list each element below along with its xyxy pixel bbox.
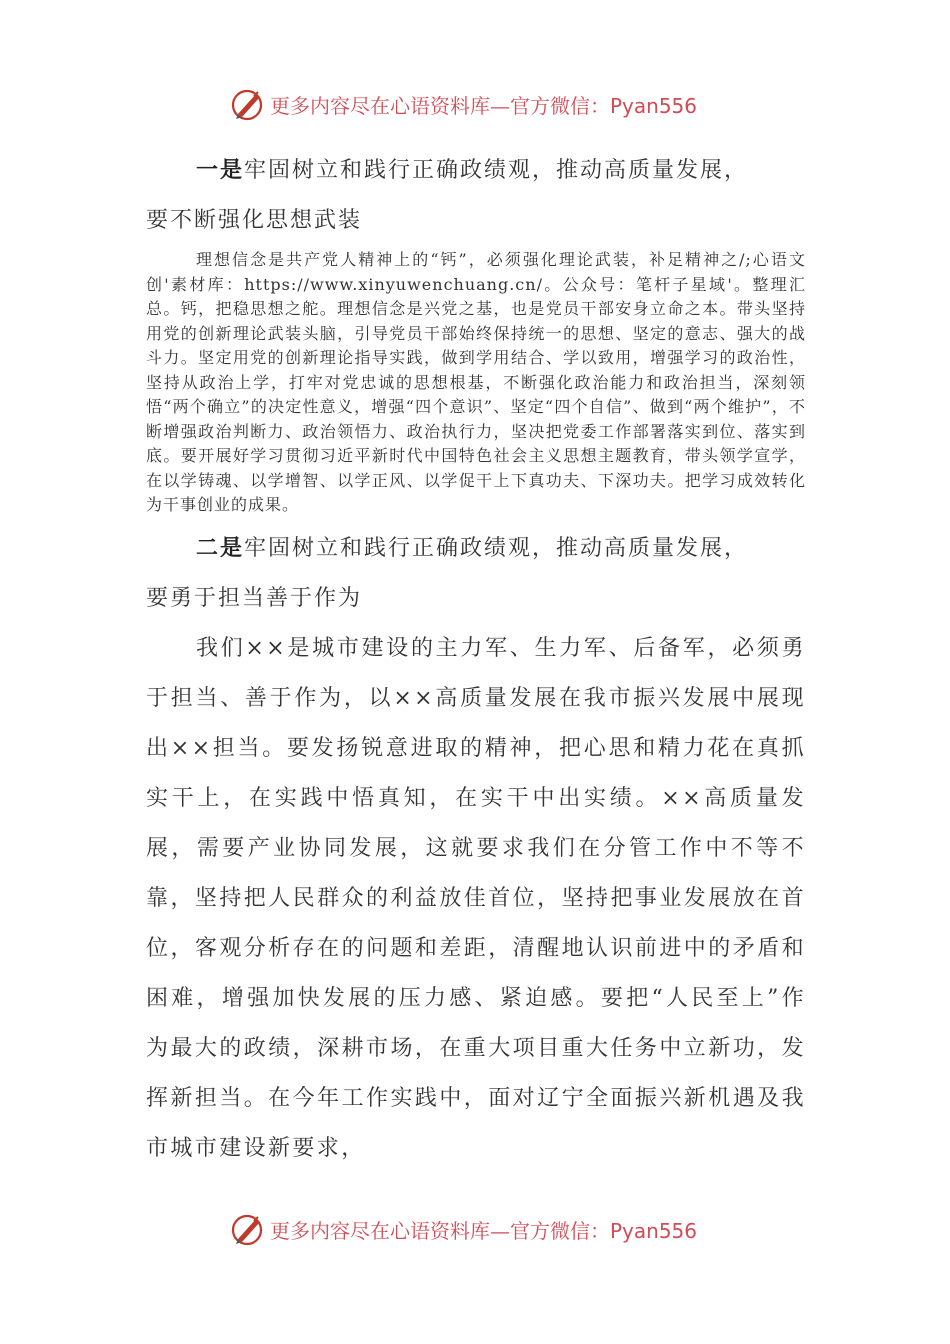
wechat-id: Pyan556 [610,93,698,118]
heading-line2-1: 要不断强化思想武装 [146,208,363,233]
section-heading-2 [146,524,806,624]
section-heading-1 [146,146,806,246]
pen-logo-icon [230,86,266,122]
heading-lead-2: 二是 [196,535,245,561]
pen-logo-icon [230,1211,266,1247]
bottom-banner [230,1209,790,1249]
wechat-id-bottom: Pyan556 [610,1218,698,1243]
heading-line2-2: 要勇于担当善于作为 [146,585,363,611]
top-banner [230,84,790,124]
section-body-2: 我们××是城市建设的主力军、生力军、后备军，必须勇于担当、善于作为，以××高质量发展在我市振兴发展中展现出××担当。要发扬锐意进取的精神，把心思和精力花在真抓实干上，在实践中悟真知，在实干中出实绩。××高质量发展，需要产业协同发展，这就要求我们在分管工作中不等不靠，坚持把人民群众的利益放佳首位，坚持把事业发展放在首位，客观分析存在的问题和差距，清醒地认识前进中的矛盾和困难，增强加快发展的压力感、紧迫感。要把“人民至上”作为最大的政绩，深耕市场，在重大项目重大任务中立新功，发挥新担当。在今年工作实践中，面对辽宁全面振兴新机遇及我市城市建设新要求， [146,635,806,1161]
heading-lead-1: 一是 [196,158,245,183]
heading-rest-2: 牢固树立和践行正确政绩观，推动高质量发展， [244,535,749,561]
banner-text: 更多内容尽在心语资料库—官方微信：Pyan556 [270,93,698,118]
heading-rest-1: 牢固树立和践行正确政绩观，推动高质量发展， [244,158,749,183]
document-body [146,146,806,1174]
banner-text-bottom: 更多内容尽在心语资料库—官方微信：Pyan556 [270,1218,698,1243]
section-body-1: 理想信念是共产党人精神上的“钙”，必须强化理论武装，补足精神之/;心语文创'素材库：https://www.xinyuwenchuang.cn/。公众号：笔杆子星域'。整理汇总。钙，把稳思想之舵。理想信念是兴党之基，也是党员干部安身立命之本。带头坚持用党的创新理论武装头脑，引导党员干部始终保持统一的思想、坚定的意志、强大的战斗力。坚定用党的创新理论指导实践，做到学用结合、学以致用，增强学习的政治性，坚持从政治上学，打牢对党忠诚的思想根基，不断强化政治能力和政治担当，深刻领悟“两个确立”的决定性意义，增强“四个意识”、坚定“四个自信”、做到“两个维护”，不断增强政治判断力、政治领悟力、政治执行力，坚决把党委工作部署落实到位、落实到底。要开展好学习贯彻习近平新时代中国特色社会主义思想主题教育，带头领学宣学，在以学铸魂、以学增智、以学正风、以学促干上下真功夫、下深功夫。把学习成效转化为干事创业的成果。 [146,250,806,514]
